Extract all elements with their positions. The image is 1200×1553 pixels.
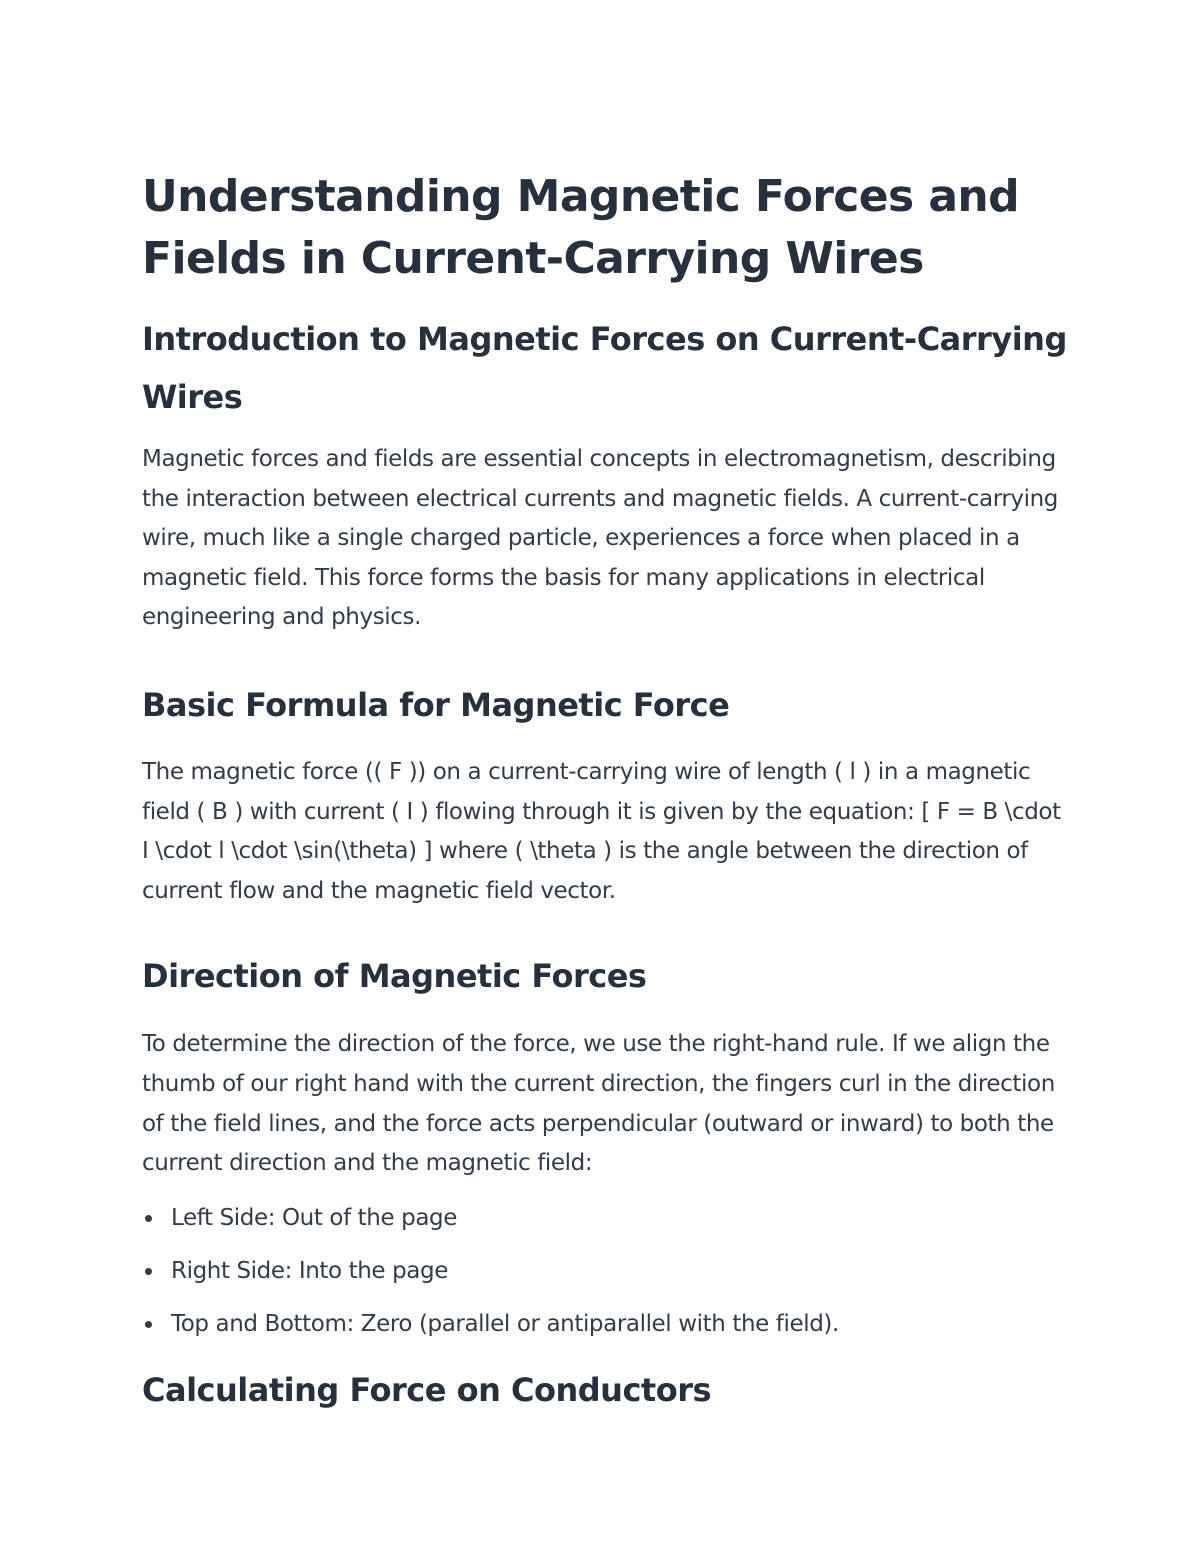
- section-paragraph-basic-formula: The magnetic force (( F )) on a current-carrying wire of length ( l ) in a magnetic field ( B ) with current ( I ) flowing through it is given by the equation: [ F = B \cdot I \cdot l \cdot \sin(\theta) ] where ( \theta ) is the angle between the direction of current flow and the magnetic field vector.: [142, 758, 1061, 904]
- section-heading-introduction: Introduction to Magnetic Forces on Current-Carrying Wires: [142, 320, 1067, 416]
- section-paragraph-introduction: Magnetic forces and fields are essential concepts in electromagnetism, describing the interaction between electrical currents and magnetic fields. A current-carrying wire, much like a single charged particle, experiences a force when placed in a magnetic field. This force forms the basis for many applications in electrical engineering and physics.: [142, 446, 1058, 631]
- bullet-dot-icon: [145, 1215, 152, 1222]
- list-item-text: Left Side: Out of the page: [171, 1204, 457, 1231]
- section-heading-basic-formula: Basic Formula for Magnetic Force: [142, 685, 730, 724]
- bullet-dot-icon: [145, 1321, 152, 1328]
- document-title: Understanding Magnetic Forces and Fields in Current-Carrying Wires: [142, 171, 1020, 284]
- direction-bullet-list: [142, 1198, 1072, 1344]
- bullet-dot-icon: [145, 1268, 152, 1275]
- section-heading-direction: Direction of Magnetic Forces: [142, 957, 647, 996]
- list-item-text: Top and Bottom: Zero (parallel or antiparallel with the field).: [171, 1310, 839, 1337]
- section-paragraph-direction: To determine the direction of the force, we use the right-hand rule. If we align the thumb of our right hand with the current direction, the fingers curl in the direction of the field lines, and the force acts perpendicular (outward or inward) to both the current direction and the magnetic field:: [142, 1031, 1055, 1177]
- list-item: [142, 1251, 1072, 1291]
- list-item: [142, 1198, 1072, 1238]
- list-item-text: Right Side: Into the page: [171, 1257, 448, 1284]
- section-heading-calculating-force: Calculating Force on Conductors: [142, 1370, 712, 1409]
- list-item: [142, 1304, 1072, 1344]
- document-page: [142, 166, 1072, 1423]
